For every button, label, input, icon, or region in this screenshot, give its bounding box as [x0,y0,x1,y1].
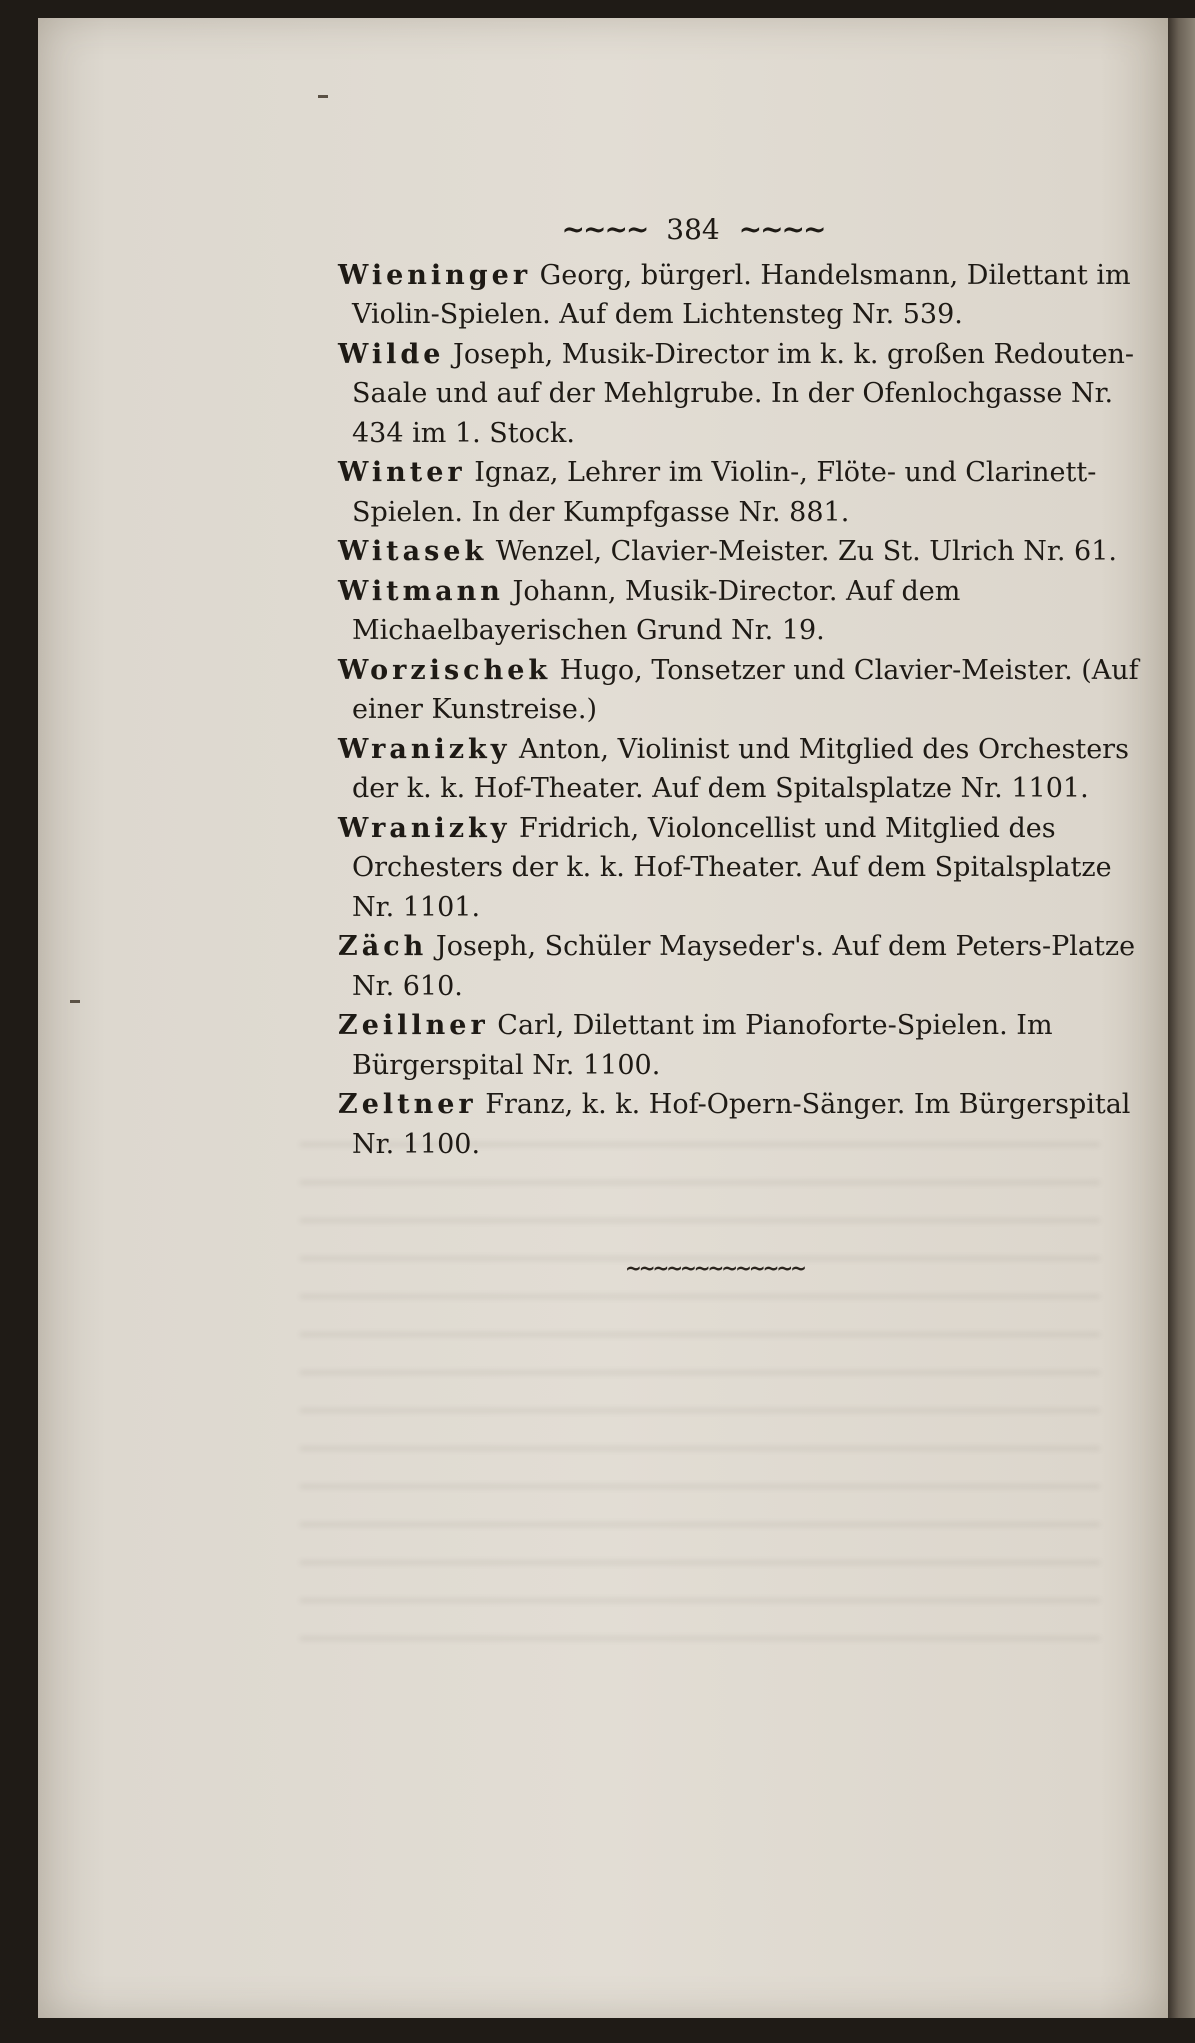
entry-text: Wenzel, Clavier-Meister. Zu St. Ulrich Nr. 61. [487,536,1117,567]
entry-text: Hugo, Tonsetzer und Clavier-Meister. (Auf einer Kunstreise.) [352,654,1139,725]
entry-surname: Wranizky [338,733,511,765]
directory-entry [302,927,1144,1006]
entry-surname: Worzischek [338,654,552,686]
directory-entry [302,572,1144,651]
directory-entry [302,1085,1144,1164]
directory-entry [302,651,1144,730]
page-header [242,210,1144,250]
page-number: 384 [666,213,720,246]
margin-mark [70,1000,80,1003]
entry-text: Anton, Violinist und Mitglied des Orchesters der k. k. Hof-Theater. Auf dem Spitalsplatze Nr. 1101. [352,733,1129,804]
entry-text: Johann, Musik-Director. Auf dem Michaelbayerischen Grund Nr. 19. [352,575,961,646]
bleed-through-text [300,1120,1100,1640]
entry-text: Joseph, Musik-Director im k. k. großen Redouten-Saale und auf der Mehlgrube. In der Ofenlochgasse Nr. 434 im 1. Stock. [352,338,1135,449]
entry-surname: Witasek [338,536,488,567]
page-edge [1168,18,1195,2018]
header-ornament-left: ~~~~ [561,213,648,246]
entry-surname: Zeillner [338,1010,489,1041]
entry-text: Ignaz, Lehrer im Violin-, Flöte- und Clarinett-Spielen. In der Kumpfgasse Nr. 881. [352,457,1097,528]
entry-text: Franz, k. k. Hof-Opern-Sänger. Im Bürgerspital Nr. 1100. [352,1089,1131,1160]
margin-mark [318,95,328,98]
entry-text: Carl, Dilettant im Pianoforte-Spielen. Im Bürgerspital Nr. 1100. [352,1010,1053,1081]
directory-entry [302,1006,1144,1085]
page-text [302,210,1144,1164]
directory-entry [302,809,1144,928]
directory-entry [302,730,1144,809]
entry-surname: Zeltner [338,1089,477,1120]
entry-surname: Wilde [338,338,445,370]
section-end-ornament: ~~~~~~~~~~~~~ [625,1256,804,1280]
directory-entry [302,256,1144,335]
entry-text: Joseph, Schüler Mayseder's. Auf dem Peters-Platze Nr. 610. [352,931,1136,1002]
entry-text: Georg, bürgerl. Handelsmann, Dilettant im Violin-Spielen. Auf dem Lichtensteg Nr. 539. [352,259,1131,330]
header-ornament-right: ~~~~ [738,213,825,246]
entry-surname: Winter [338,457,466,488]
directory-entry [302,335,1144,454]
directory-entry [302,453,1144,532]
entry-surname: Wranizky [338,812,511,844]
directory-entry [302,532,1144,572]
entry-surname: Witmann [338,575,504,607]
entry-surname: Zäch [338,931,428,962]
entry-surname: Wieninger [338,259,532,291]
entry-text: Fridrich, Violoncellist und Mitglied des Orchesters der k. k. Hof-Theater. Auf dem Spitalsplatze Nr. 1101. [352,812,1112,923]
